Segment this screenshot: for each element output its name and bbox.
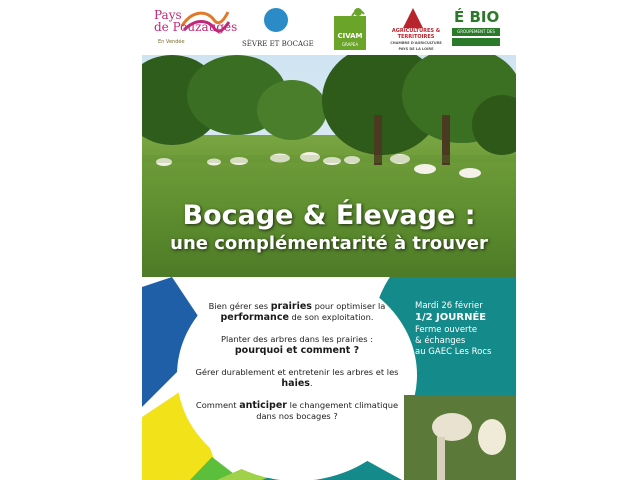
- pays-sub: En Vendée: [158, 39, 185, 45]
- agri-name: AGRICULTURES & TERRITOIRES CHAMBRE D'AGRICULTURE PAYS DE LA LOIRE: [390, 28, 442, 51]
- sevre-bocage-logo-icon: [264, 8, 288, 32]
- topic-item: Bien gérer ses prairies pour optimiser la performance de son exploitation.: [208, 301, 386, 323]
- pays-title-2: de Pouzauges: [154, 20, 238, 34]
- pays-de-pouzauges-logo: [152, 6, 238, 48]
- event-line-3: au GAEC Les Rocs: [415, 347, 492, 357]
- agricultures-territoires-logo: [387, 6, 445, 51]
- gab-bio-logo: [450, 6, 502, 48]
- event-info: [415, 301, 513, 358]
- partner-logos: [142, 0, 516, 55]
- pays-title: Pays: [154, 8, 182, 22]
- sevre-label: SÈVRE ET BOCAGE: [242, 40, 314, 48]
- event-poster: [142, 0, 516, 480]
- poster-subtitle: une complémentarité à trouver: [170, 233, 488, 254]
- civam-sub: GRAPEA: [341, 42, 359, 47]
- event-line-2: & échanges: [415, 336, 466, 346]
- info-section: [142, 277, 516, 480]
- gab-bio-logo-icon: É BIO: [454, 8, 500, 26]
- sevre-bocage-logo: [242, 6, 312, 48]
- poster-title: Bocage & Élevage :: [182, 200, 476, 231]
- chambre-agriculture-logo-icon: [403, 8, 423, 28]
- bio-sub: GROUPEMENT DES: [452, 28, 500, 36]
- civam-logo: [332, 6, 370, 48]
- civam-name: CIVAM: [337, 32, 363, 40]
- event-duration: 1/2 JOURNÉE: [415, 312, 487, 323]
- topic-item: Comment anticiper le changement climatique dans nos bocages ?: [195, 400, 399, 421]
- event-line-1: Ferme ouverte: [415, 325, 478, 335]
- topic-item: Planter des arbres dans les prairies : pourquoi et comment ?: [220, 334, 374, 356]
- pasture-photo: [142, 55, 516, 277]
- event-date: Mardi 26 février: [415, 301, 483, 311]
- bio-bar: [452, 38, 500, 46]
- topics-list: [190, 301, 404, 433]
- topic-item: Gérer durablement et entretenir les arbres et les haies.: [195, 367, 399, 389]
